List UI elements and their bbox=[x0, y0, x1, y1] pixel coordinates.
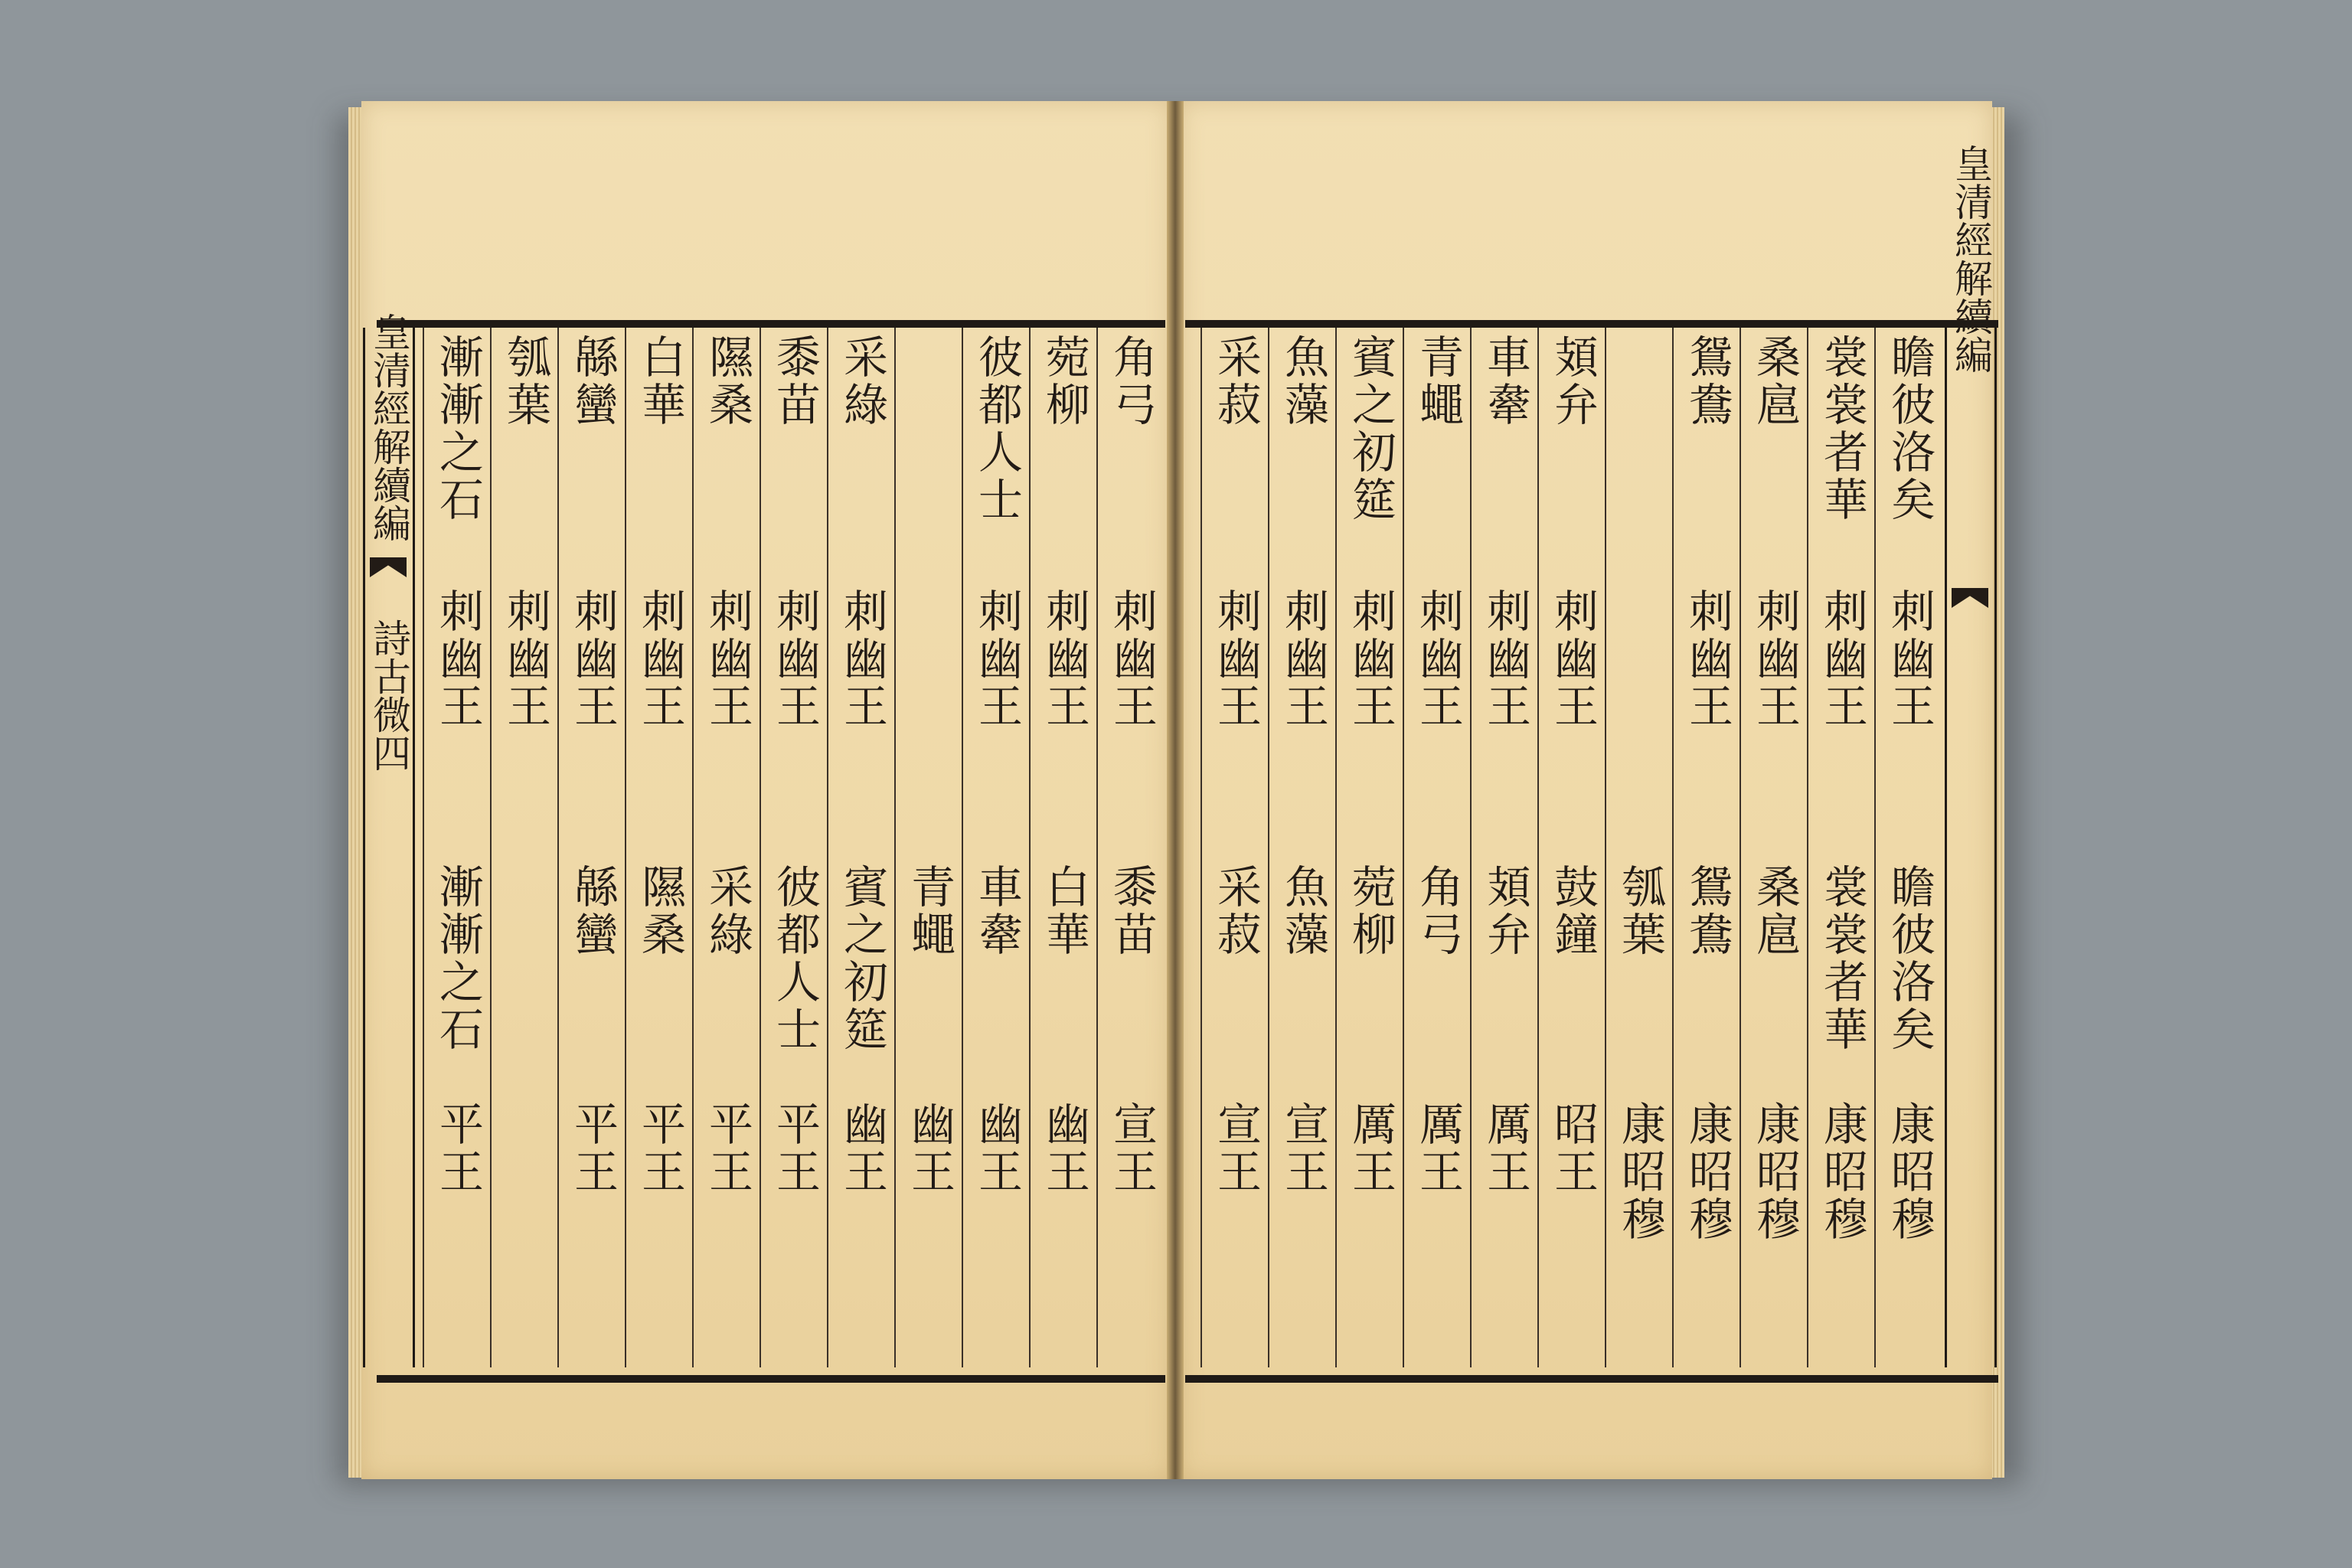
column-tag1: 刺幽王 bbox=[1038, 588, 1090, 730]
column-era: 平王 bbox=[701, 1101, 753, 1196]
column-era: 康昭穆 bbox=[1816, 1101, 1868, 1243]
column-title: 青蠅 bbox=[1412, 334, 1464, 429]
column-repeat: 菀柳 bbox=[1344, 864, 1396, 959]
left-page-column bbox=[827, 328, 896, 1367]
column-repeat: 青蠅 bbox=[903, 864, 956, 959]
column-tag1: 刺幽王 bbox=[1883, 588, 1936, 730]
left-banxin bbox=[363, 312, 415, 1367]
column-era: 厲王 bbox=[1412, 1101, 1464, 1196]
left-banxin-title: 皇清經解續編 bbox=[367, 312, 411, 542]
column-title: 桑扈 bbox=[1749, 334, 1801, 429]
left-page-column bbox=[760, 328, 828, 1367]
column-repeat: 采菽 bbox=[1210, 864, 1262, 959]
column-era: 平王 bbox=[769, 1101, 821, 1196]
column-tag1: 刺幽王 bbox=[1816, 588, 1868, 730]
left-page-column bbox=[557, 328, 626, 1367]
column-repeat: 緜蠻 bbox=[567, 864, 619, 959]
column-tag1: 刺幽王 bbox=[1412, 588, 1464, 730]
column-repeat: 隰桑 bbox=[634, 864, 686, 959]
left-page-column bbox=[894, 328, 963, 1367]
book-gutter bbox=[1167, 101, 1184, 1479]
right-banxin bbox=[1945, 144, 1997, 1367]
right-page-column bbox=[1874, 328, 1943, 1367]
right-page-column bbox=[1605, 328, 1674, 1367]
column-repeat: 黍苗 bbox=[1106, 864, 1158, 959]
column-title: 黍苗 bbox=[769, 334, 821, 429]
column-title: 瓠葉 bbox=[499, 334, 551, 429]
fish-tail-mark bbox=[370, 557, 407, 577]
right-page-column bbox=[1537, 328, 1606, 1367]
column-era: 康昭穆 bbox=[1749, 1101, 1801, 1243]
column-repeat: 瓠葉 bbox=[1614, 864, 1666, 959]
column-tag1: 刺幽王 bbox=[432, 588, 484, 730]
column-title: 菀柳 bbox=[1038, 334, 1090, 429]
column-era: 幽王 bbox=[903, 1101, 956, 1196]
column-repeat: 頍弁 bbox=[1479, 864, 1531, 959]
column-repeat: 角弓 bbox=[1412, 864, 1464, 959]
column-tag1: 刺幽王 bbox=[769, 588, 821, 730]
column-era: 宣王 bbox=[1277, 1101, 1329, 1196]
column-title: 瞻彼洛矣 bbox=[1883, 334, 1936, 524]
column-era: 康昭穆 bbox=[1681, 1101, 1733, 1243]
column-title: 鴛鴦 bbox=[1681, 334, 1733, 429]
right-banxin-title: 皇清經解續編 bbox=[1949, 144, 1993, 374]
fish-tail-mark bbox=[1952, 588, 1988, 608]
column-title: 白華 bbox=[634, 334, 686, 429]
column-era: 平王 bbox=[432, 1101, 484, 1196]
right-page-column bbox=[1740, 328, 1808, 1367]
column-repeat: 鼓鐘 bbox=[1547, 864, 1599, 959]
column-repeat: 白華 bbox=[1038, 864, 1090, 959]
column-title: 車舝 bbox=[1479, 334, 1531, 429]
right-page-column bbox=[1403, 328, 1472, 1367]
column-title: 裳裳者華 bbox=[1816, 334, 1868, 524]
column-tag1: 刺幽王 bbox=[1749, 588, 1801, 730]
column-era: 康昭穆 bbox=[1614, 1101, 1666, 1243]
column-tag1: 刺幽王 bbox=[1344, 588, 1396, 730]
right-page-column bbox=[1470, 328, 1539, 1367]
column-era: 厲王 bbox=[1344, 1101, 1396, 1196]
column-title: 賓之初筵 bbox=[1344, 334, 1396, 524]
column-title: 采綠 bbox=[836, 334, 888, 429]
column-era: 昭王 bbox=[1547, 1101, 1599, 1196]
column-title: 漸漸之石 bbox=[432, 334, 484, 524]
column-era: 宣王 bbox=[1106, 1101, 1158, 1196]
column-tag1: 刺幽王 bbox=[971, 588, 1023, 730]
column-repeat: 鴛鴦 bbox=[1681, 864, 1733, 959]
column-tag1: 刺幽王 bbox=[1681, 588, 1733, 730]
column-tag1: 刺幽王 bbox=[1106, 588, 1158, 730]
column-title: 隰桑 bbox=[701, 334, 753, 429]
column-repeat: 裳裳者華 bbox=[1816, 864, 1868, 1054]
column-repeat: 車舝 bbox=[971, 864, 1023, 959]
column-tag1: 刺幽王 bbox=[634, 588, 686, 730]
left-page-column bbox=[423, 328, 492, 1367]
right-page-column bbox=[1268, 328, 1337, 1367]
column-repeat: 桑扈 bbox=[1749, 864, 1801, 959]
column-era: 宣王 bbox=[1210, 1101, 1262, 1196]
column-title: 頍弁 bbox=[1547, 334, 1599, 429]
column-tag1: 刺幽王 bbox=[1479, 588, 1531, 730]
left-page-column bbox=[625, 328, 694, 1367]
column-repeat: 賓之初筵 bbox=[836, 864, 888, 1054]
column-repeat: 魚藻 bbox=[1277, 864, 1329, 959]
column-era: 幽王 bbox=[1038, 1101, 1090, 1196]
column-era: 康昭穆 bbox=[1883, 1101, 1936, 1243]
right-page-column bbox=[1335, 328, 1404, 1367]
left-page-column bbox=[962, 328, 1031, 1367]
right-page-column bbox=[1672, 328, 1741, 1367]
right-page-column bbox=[1807, 328, 1876, 1367]
column-era: 平王 bbox=[634, 1101, 686, 1196]
column-title: 采菽 bbox=[1210, 334, 1262, 429]
column-era: 幽王 bbox=[971, 1101, 1023, 1196]
column-repeat: 漸漸之石 bbox=[432, 864, 484, 1054]
column-repeat: 采綠 bbox=[701, 864, 753, 959]
column-tag1: 刺幽王 bbox=[567, 588, 619, 730]
column-tag1: 刺幽王 bbox=[1277, 588, 1329, 730]
section-title: 詩古微四 bbox=[367, 619, 411, 772]
column-tag1: 刺幽王 bbox=[836, 588, 888, 730]
left-page-column bbox=[692, 328, 761, 1367]
column-tag1: 刺幽王 bbox=[499, 588, 551, 730]
right-page-column bbox=[1200, 328, 1269, 1367]
column-era: 幽王 bbox=[836, 1101, 888, 1196]
column-title: 角弓 bbox=[1106, 334, 1158, 429]
left-page-column bbox=[1029, 328, 1098, 1367]
column-era: 厲王 bbox=[1479, 1101, 1531, 1196]
column-era: 平王 bbox=[567, 1101, 619, 1196]
column-tag1: 刺幽王 bbox=[1210, 588, 1262, 730]
left-page-column bbox=[490, 328, 559, 1367]
left-page-column bbox=[1096, 328, 1165, 1367]
column-title: 緜蠻 bbox=[567, 334, 619, 429]
column-repeat: 彼都人士 bbox=[769, 864, 821, 1054]
column-tag1: 刺幽王 bbox=[1547, 588, 1599, 730]
column-title: 彼都人士 bbox=[971, 334, 1023, 524]
column-tag1: 刺幽王 bbox=[701, 588, 753, 730]
column-repeat: 瞻彼洛矣 bbox=[1883, 864, 1936, 1054]
column-title: 魚藻 bbox=[1277, 334, 1329, 429]
